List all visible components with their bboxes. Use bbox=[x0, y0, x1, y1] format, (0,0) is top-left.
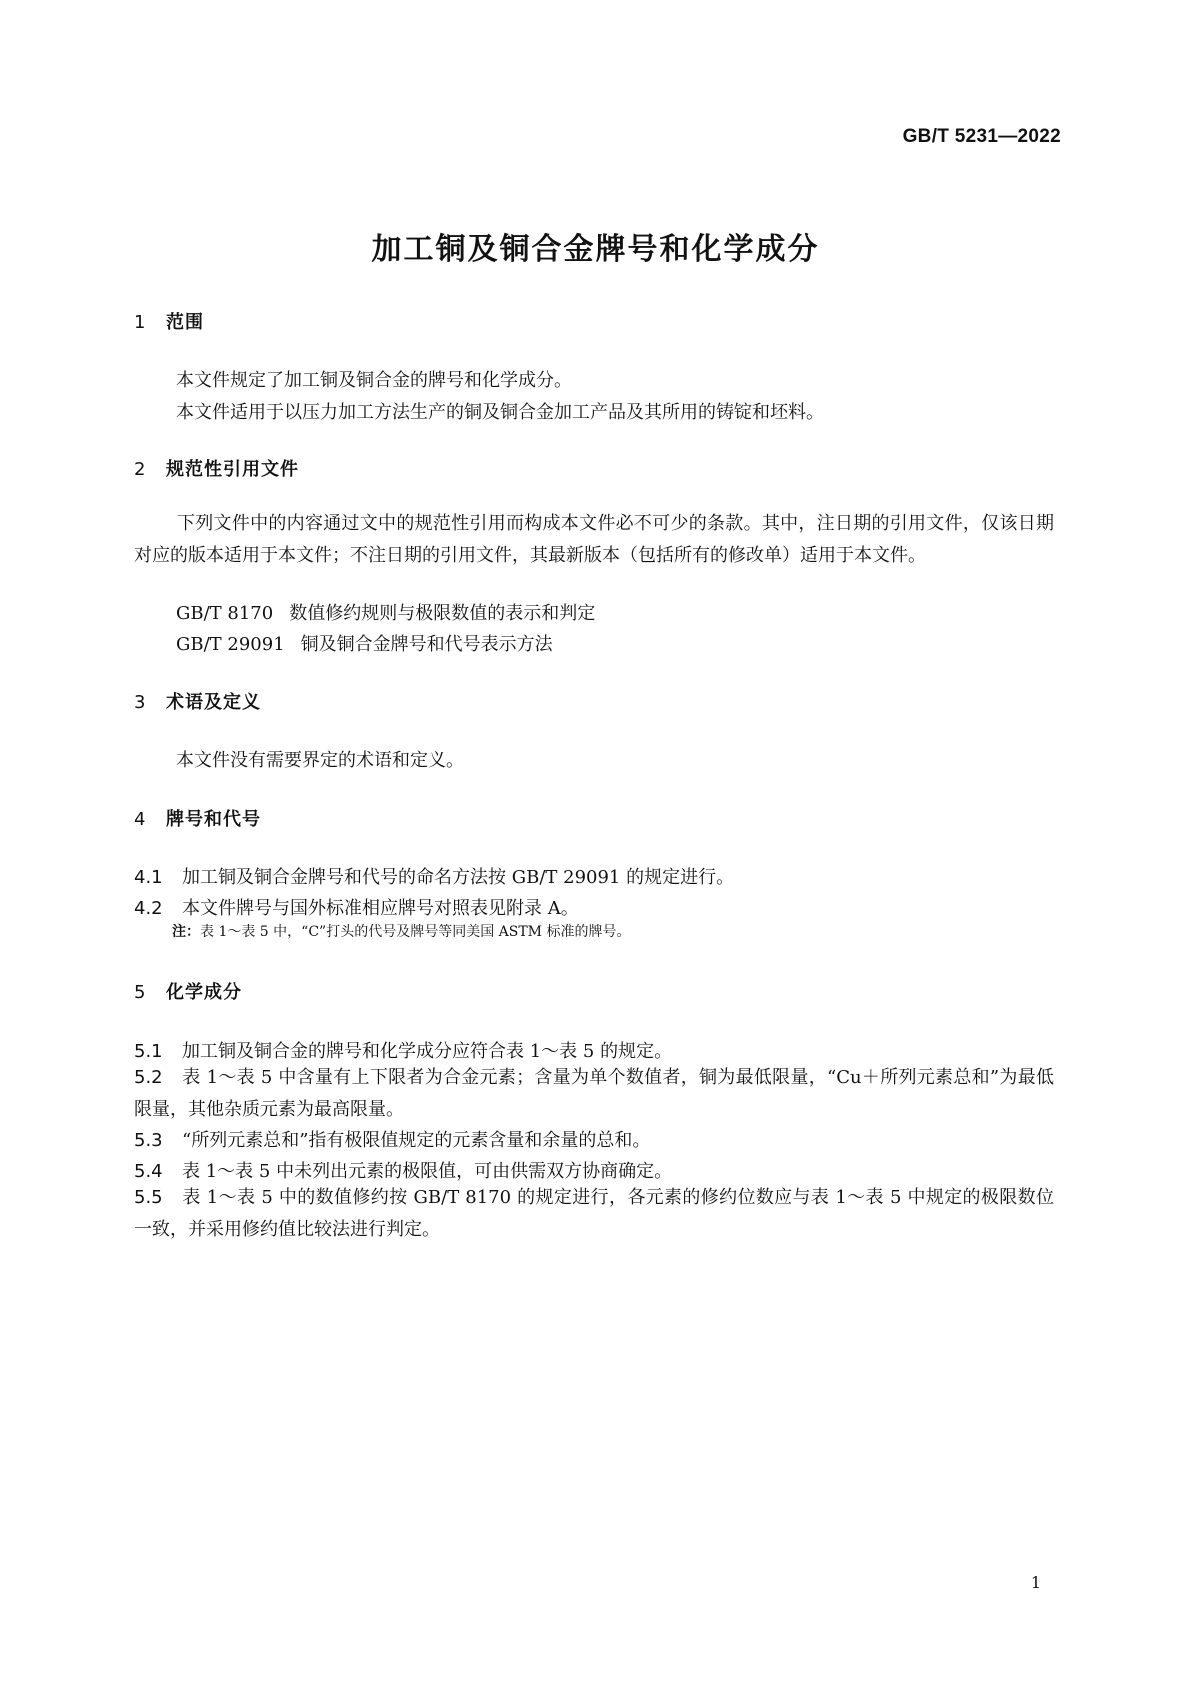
section-title: 术语及定义 bbox=[166, 692, 261, 713]
clause-4-2 bbox=[134, 894, 579, 920]
section-5-heading bbox=[134, 978, 242, 1004]
section-4-heading bbox=[134, 805, 261, 831]
clause-number: 5.2 bbox=[134, 1067, 163, 1088]
clause-number: 4.1 bbox=[134, 867, 163, 888]
clause-text: “所列元素总和”指有极限值规定的元素含量和余量的总和。 bbox=[182, 1130, 651, 1151]
section-3-paragraph: 本文件没有需要界定的术语和定义。 bbox=[176, 750, 464, 771]
reference-item bbox=[176, 599, 595, 625]
clause-5-4 bbox=[134, 1157, 672, 1183]
section-title: 范围 bbox=[166, 312, 204, 333]
section-title: 牌号和代号 bbox=[166, 809, 261, 830]
section-title: 规范性引用文件 bbox=[166, 459, 299, 480]
reference-title: 铜及铜合金牌号和代号表示方法 bbox=[300, 634, 553, 655]
standard-code: GB/T 5231—2022 bbox=[902, 126, 1061, 147]
clause-text: 表 1～表 5 中的数值修约按 GB/T 8170 的规定进行，各元素的修约位数应与表 1～表 5 中规定的极限数位一致，并采用修约值比较法进行判定。 bbox=[134, 1187, 1054, 1240]
section-1-heading bbox=[134, 308, 204, 334]
section-1-paragraph-2: 本文件适用于以压力加工方法生产的铜及铜合金加工产品及其所用的铸锭和坯料。 bbox=[176, 402, 824, 423]
reference-code: GB/T 29091 bbox=[176, 634, 285, 655]
clause-4-1 bbox=[134, 863, 734, 889]
note-text: 表 1～表 5 中，“C”打头的代号及牌号等同美国 ASTM 标准的牌号。 bbox=[200, 924, 631, 940]
clause-text: 加工铜及铜合金牌号和代号的命名方法按 GB/T 29091 的规定进行。 bbox=[182, 867, 735, 888]
note-label: 注： bbox=[172, 924, 200, 940]
clause-number: 5.3 bbox=[134, 1130, 163, 1151]
section-2-paragraph: 下列文件中的内容通过文中的规范性引用而构成本文件必不可少的条款。其中，注日期的引用文件，仅该日期对应的版本适用于本文件；不注日期的引用文件，其最新版本（包括所有的修改单）适用于本文件。 bbox=[134, 513, 1054, 566]
section-title: 化学成分 bbox=[166, 982, 242, 1003]
section-number: 4 bbox=[134, 809, 147, 830]
document-title: 加工铜及铜合金牌号和化学成分 bbox=[371, 232, 820, 267]
clause-5-2 bbox=[134, 1062, 1054, 1126]
reference-title: 数值修约规则与极限数值的表示和判定 bbox=[289, 603, 596, 624]
reference-code: GB/T 8170 bbox=[176, 603, 274, 624]
clause-text: 加工铜及铜合金的牌号和化学成分应符合表 1～表 5 的规定。 bbox=[182, 1041, 673, 1062]
section-2-heading bbox=[134, 455, 299, 481]
reference-item bbox=[176, 630, 553, 656]
clause-5-1 bbox=[134, 1037, 672, 1063]
clause-number: 5.5 bbox=[134, 1187, 163, 1208]
clause-text: 本文件牌号与国外标准相应牌号对照表见附录 A。 bbox=[182, 898, 579, 919]
section-number: 2 bbox=[134, 459, 147, 480]
clause-5-5 bbox=[134, 1182, 1054, 1246]
clause-number: 4.2 bbox=[134, 898, 163, 919]
clause-5-3 bbox=[134, 1126, 650, 1152]
section-1-paragraph-1: 本文件规定了加工铜及铜合金的牌号和化学成分。 bbox=[176, 370, 572, 391]
clause-number: 5.4 bbox=[134, 1161, 163, 1182]
section-3-heading bbox=[134, 688, 261, 714]
clause-number: 5.1 bbox=[134, 1041, 163, 1062]
note bbox=[172, 921, 630, 941]
clause-text: 表 1～表 5 中未列出元素的极限值，可由供需双方协商确定。 bbox=[182, 1161, 673, 1182]
section-number: 3 bbox=[134, 692, 147, 713]
section-number: 5 bbox=[134, 982, 147, 1003]
page-number: 1 bbox=[1030, 1573, 1041, 1592]
section-number: 1 bbox=[134, 312, 147, 333]
clause-text: 表 1～表 5 中含量有上下限者为合金元素；含量为单个数值者，铜为最低限量，“Cu＋所列元素总和”为最低限量，其他杂质元素为最高限量。 bbox=[134, 1067, 1054, 1120]
